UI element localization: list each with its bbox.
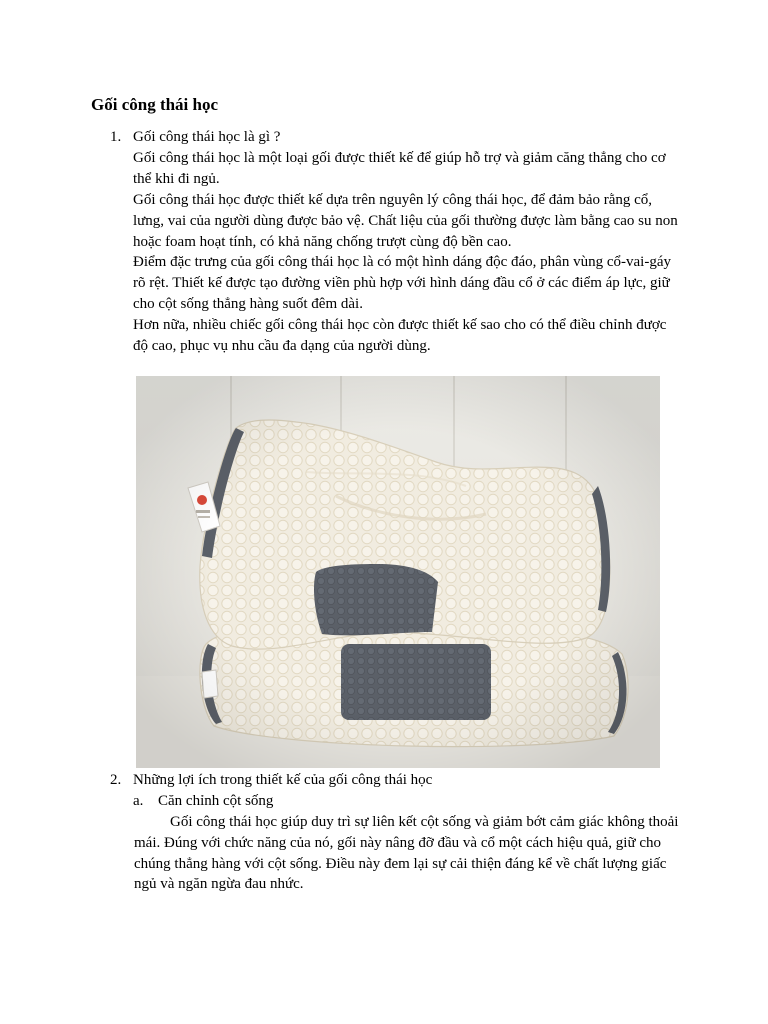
paragraph: Gối công thái học giúp duy trì sự liên kết cột sống và giảm bớt cảm giác không thoải mái. Đúng với chức năng của nó, gối này nâng đỡ đầu và cổ một cách hiệu quả, giữ cho chúng thẳng hàng với cột sống. Điều này đem lại sự cải thiện đáng kể về chất lượng giấc ngủ và ngăn ngừa đau nhức. [134,814,679,893]
list-number: 2. [110,772,122,788]
sub-list-title: Căn chỉnh cột sống [158,793,274,809]
sub-list-item-a [133,791,273,812]
paragraph: Hơn nữa, nhiều chiếc gối công thái học còn được thiết kế sao cho có thể điều chỉnh được độ cao, phục vụ nhu cầu đa dạng của người dùng. [133,317,667,354]
list-item-2 [110,770,432,791]
page-title: Gối công thái học [91,95,219,114]
paragraph: Gối công thái học là một loại gối được thiết kế để giúp hỗ trợ và giảm căng thẳng cho cơ thể khi đi ngủ. [133,150,666,187]
list-item-title: Gối công thái học là gì ? [133,129,281,145]
paragraph: Gối công thái học được thiết kế dựa trên nguyên lý công thái học, để đảm bảo rằng cổ, lưng, vai của người dùng được bảo vệ. Chất liệu của gối thường được làm bằng cao su non hoặc foam hoạt tính, có khả năng chống trượt cùng độ bền cao. [133,192,678,250]
list-number: 1. [110,129,122,145]
pillow-photo [136,376,660,768]
list-item-title: Những lợi ích trong thiết kế của gối công thái học [133,772,433,788]
paragraph: Điểm đặc trưng của gối công thái học là có một hình dáng độc đáo, phân vùng cổ-vai-gáy rõ rệt. Thiết kế được tạo đường viền phù hợp với hình dáng đầu cổ ở các điểm áp lực, giữ cho cột sống thẳng hàng suốt đêm dài. [133,254,671,312]
sub-list-letter: a. [133,793,144,809]
list-item-1 [110,127,280,148]
